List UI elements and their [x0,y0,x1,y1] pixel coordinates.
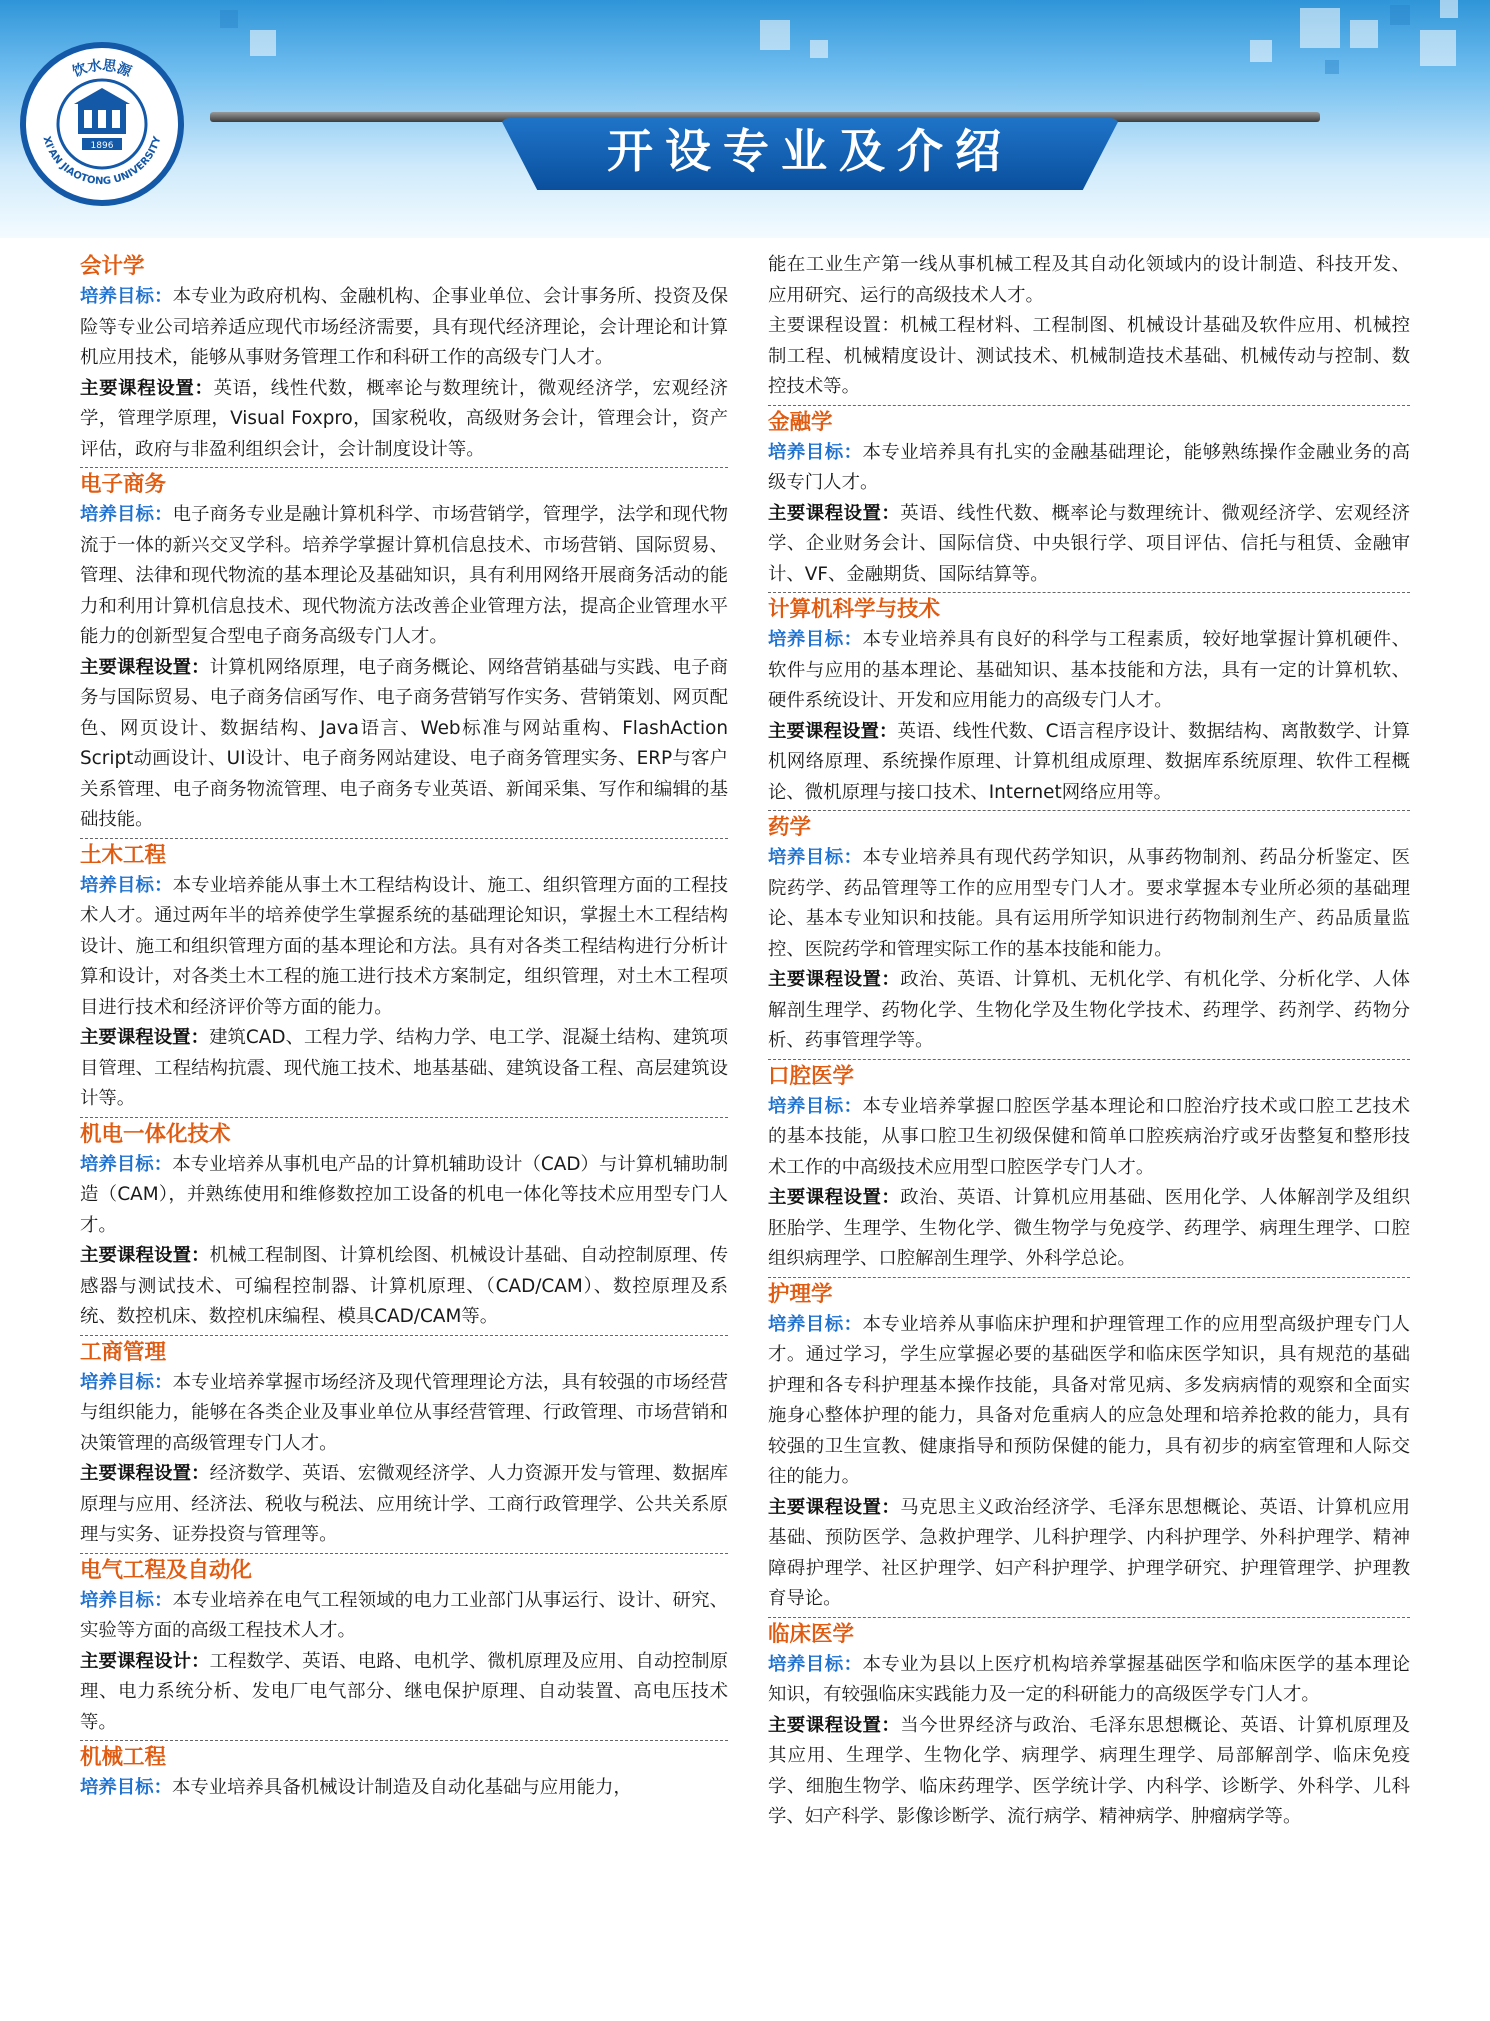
main-courses-label: 主要课程设置： [768,969,901,990]
training-goal-label: 培养目标： [768,629,863,650]
major-title: 土木工程 [80,842,167,868]
training-goal [768,1310,1410,1493]
training-goal-text: 本专业培养具有良好的科学与工程素质，较好地掌握计算机硬件、软件与应用的基本理论、基础知识、基本技能和方法，具有一定的计算机软、硬件系统设计、开发和应用能力的高级专门人才。 [768,629,1410,711]
main-courses [768,1183,1410,1275]
main-courses-text: 英语、线性代数、概率论与数理统计、微观经济学、宏观经济学、企业财务会计、国际信贷、中央银行学、项目评估、信托与租赁、金融审计、VF、金融期货、国际结算等。 [768,502,1410,585]
training-goal [80,500,728,653]
training-goal-text: 本专业培养具有现代药学知识，从事药物制剂、药品分析鉴定、医院药学、药品管理等工作的应用型专门人才。要求掌握本专业所必须的基础理论、基本专业知识和技能。具有运用所学知识进行药物制剂生产、药品质量监控、医院药学和管理实际工作的基本技能和能力。 [768,847,1410,960]
training-goal-text: 本专业培养具备机械设计制造及自动化基础与应用能力， [171,1777,632,1798]
main-courses [768,1711,1410,1833]
logo-text-bottom: XI'AN JIAOTONG UNIVERSITY [40,135,164,188]
main-courses [80,1647,728,1739]
training-goal-text: 本专业培养从事机电产品的计算机辅助设计（CAD）与计算机辅助制造（CAM），并熟练使用和维修数控加工设备的机电一体化等技术应用型专门人才。 [80,1153,728,1236]
main-courses [768,717,1410,809]
training-goal [80,282,728,374]
main-courses [80,1459,728,1551]
logo-text-top: 饮水思源 [70,57,134,81]
training-goal [80,871,728,1024]
main-courses [768,1493,1410,1615]
training-goal [80,1150,728,1242]
training-goal [768,438,1410,499]
training-goal-label: 培养目标： [80,874,173,896]
main-courses [80,653,728,836]
main-courses [768,499,1410,591]
training-goal [768,1092,1410,1184]
training-goal-text: 本专业培养能从事土木工程结构设计、施工、组织管理方面的工程技术人才。通过两年半的培养使学生掌握系统的基础理论知识，掌握土木工程结构设计、施工和组织管理方面的基本理论和方法。具有对各类工程结构进行分析计算和设计，对各类土木工程的施工进行技术方案制定，组织管理，对土木工程项目进行技术和经济评价等方面的能力。 [80,874,728,1018]
main-courses-text: 马克思主义政治经济学、毛泽东思想概论、英语、计算机应用基础、预防医学、急救护理学、儿科护理学、内科护理学、外科护理学、精神障碍护理学、社区护理学、妇产科护理学、护理学研究、护理管理学、护理教育导论。 [768,1496,1410,1609]
major-section [768,250,1410,406]
main-courses-text: 当今世界经济与政治、毛泽东思想概论、英语、计算机原理及其应用、生理学、生物化学、病理学、病理生理学、局部解剖学、临床免疫学、细胞生物学、临床药理学、医学统计学、内科学、诊断学、外科学、儿科学、妇产科学、影像诊断学、流行病学、精神病学、肿瘤病学等。 [768,1714,1410,1827]
major-title: 电子商务 [80,472,167,497]
main-courses [80,1023,728,1115]
logo-year: 1896 [90,141,114,151]
major-section [80,1120,728,1336]
major-section [80,1743,728,1806]
main-courses-label: 主要课程设置： [768,720,898,742]
major-title: 机电一体化技术 [80,1121,231,1147]
left-column [80,252,728,1808]
major-title: 电气工程及自动化 [80,1557,253,1583]
major-title: 临床医学 [768,1621,855,1647]
training-goal-text: 本专业为县以上医疗机构培养掌握基础医学和临床医学的基本理论知识，有较强临床实践能力及一定的科研能力的高级医学专门人才。 [768,1653,1410,1705]
major-section [80,841,728,1118]
main-courses-text: 英语，线性代数，概率论与数理统计，微观经济学，宏观经济学，管理学原理，Visual Foxpro，国家税收，高级财务会计，管理会计，资产评估，政府与非盈利组织会计，会计制度设计等。 [80,377,728,460]
training-goal [768,1650,1410,1711]
main-courses-label: 主要课程设置： [80,1245,210,1266]
main-courses-label: 主要课程设置： [768,502,901,524]
logo-emblem-icon [26,48,178,200]
main-courses-label: 主要课程设置： [768,1496,901,1518]
main-courses [768,965,1410,1057]
training-goal-label: 培养目标： [80,504,173,525]
training-goal [80,1586,728,1647]
training-goal [768,843,1410,965]
main-courses-label: 主要课程设置： [80,1027,210,1048]
major-section [768,408,1410,594]
major-title: 机械工程 [80,1745,167,1770]
main-courses-text: 建筑CAD、工程力学、结构力学、电工学、混凝土结构、建筑项目管理、工程结构抗震、现代施工技术、地基基础、建筑设备工程、高层建筑设计等。 [80,1027,728,1109]
main-courses-text: 机械工程制图、计算机绘图、机械设计基础、自动控制原理、传感器与测试技术、可编程控制器、计算机原理、（CAD/CAM）、数控原理及系统、数控机床、数控机床编程、模具CAD/CAM等。 [80,1245,728,1327]
main-courses-text: 计算机网络原理，电子商务概论、网络营销基础与实践、电子商务与国际贸易、电子商务信函写作、电子商务营销写作实务、营销策划、网页配色、网页设计、数据结构、Java语言、Web标准与网站重构、FlashAction Script动画设计、UI设计、电子商务网站建设、电子商务管理实务、ERP与客户关系管理、电子商务物流管理、电子商务专业英语、新闻采集、写作和编辑的基础技能。 [80,656,728,830]
main-courses-text: 英语、线性代数、C语言程序设计、数据结构、离散数学、计算机网络原理、系统操作原理、计算机组成原理、数据库系统原理、软件工程概论、微机原理与接口技术、Internet网络应用等。 [768,720,1410,803]
main-courses-text: 政治、英语、计算机应用基础、医用化学、人体解剖学及组织胚胎学、生理学、生物化学、微生物学与免疫学、药理学、病理生理学、口腔组织病理学、口腔解剖生理学、外科学总论。 [768,1187,1410,1269]
major-section [768,1280,1410,1618]
major-section [768,595,1410,811]
training-goal-text: 本专业培养从事临床护理和护理管理工作的应用型高级护理专门人才。通过学习，学生应掌握必要的基础医学和临床医学知识，具有规范的基础护理和各专科护理基本操作技能，具备对常见病、多发病病情的观察和全面实施身心整体护理的能力，具备对危重病人的应急处理和培养抢救的能力，具有较强的卫生宣教、健康指导和预防保健的能力，具有初步的病室管理和人际交往的能力。 [768,1313,1410,1487]
major-section [768,813,1410,1060]
main-courses-label: 主要课程设置： [768,1187,901,1208]
training-goal-text: 电子商务专业是融计算机科学、市场营销学，管理学，法学和现代物流于一体的新兴交叉学科。培养学掌握计算机信息技术、市场营销、国际贸易、管理、法律和现代物流的基本理论及基础知识，具有利用网络开展商务活动的能力和利用计算机信息技术、现代物流方法改善企业管理方法，提高企业管理水平能力的创新型复合型电子商务高级专门人才。 [80,504,728,647]
major-section [768,1620,1410,1835]
major-section [80,1338,728,1554]
training-goal-label: 培养目标： [768,441,863,463]
training-goal-text: 本专业培养在电气工程领域的电力工业部门从事运行、设计、研究、实验等方面的高级工程技术人才。 [80,1589,728,1641]
training-goal-text: 本专业培养掌握市场经济及现代管理理论方法，具有较强的市场经营与组织能力，能够在各类企业及事业单位从事经营管理、行政管理、市场营销和决策管理的高级管理专门人才。 [80,1371,728,1454]
training-goal-label: 培养目标： [80,1777,172,1798]
main-courses-text: 经济数学、英语、宏微观经济学、人力资源开发与管理、数据库原理与应用、经济法、税收与税法、应用统计学、工商行政管理学、公共关系原理与实务、证券投资与管理等。 [80,1463,728,1545]
training-goal-label: 培养目标： [768,1653,863,1675]
training-goal-text: 本专业为政府机构、金融机构、企事业单位、会计事务所、投资及保险等专业公司培养适应现代市场经济需要，具有现代经济理论，会计理论和计算机应用技术，能够从事财务管理工作和科研工作的高级专门人才。 [80,286,728,368]
major-section [80,252,728,468]
major-title: 金融学 [768,409,833,435]
main-courses-label: 主要课程设置： [80,656,210,678]
training-goal-label: 培养目标： [768,847,863,868]
major-section [768,1062,1410,1278]
training-goal-label: 培养目标： [80,1153,173,1175]
main-courses-plain: 主要课程设置：机械工程材料、工程制图、机械设计基础及软件应用、机械控制工程、机械精度设计、测试技术、机械制造技术基础、机械传动与控制、数控技术等。 [768,315,1410,397]
training-goal-label: 培养目标： [768,1313,863,1335]
major-title: 药学 [768,815,812,840]
training-goal-text: 本专业培养具有扎实的金融基础理论，能够熟练操作金融业务的高级专门人才。 [768,441,1410,493]
major-title: 口腔医学 [768,1063,855,1089]
main-courses-label: 主要课程设置： [80,1463,210,1484]
page-title: 开设专业及介绍 [607,124,1013,178]
major-section [80,1556,728,1742]
continued-text: 能在工业生产第一线从事机械工程及其自动化领域内的设计制造、科技开发、应用研究、运行的高级技术人才。 [768,254,1410,306]
training-goal-label: 培养目标： [80,1589,173,1611]
training-goal-label: 培养目标： [768,1095,863,1117]
training-goal [80,1773,728,1804]
svg-text:饮水思源 [70,57,134,81]
university-logo [20,42,184,206]
major-title: 会计学 [80,254,145,279]
header-banner-area [0,0,1490,238]
main-courses-text: 工程数学、英语、电路、电机学、微机原理及应用、自动控制原理、电力系统分析、发电厂电气部分、继电保护原理、自动装置、高电压技术等。 [80,1650,728,1733]
training-goal-label: 培养目标： [80,1371,173,1393]
major-title: 工商管理 [80,1339,167,1365]
major-section [80,470,728,839]
training-goal-label: 培养目标： [80,286,173,307]
main-courses [80,1241,728,1333]
main-courses-label: 主要课程设置： [768,1714,901,1736]
training-goal [768,625,1410,717]
main-courses-text: 政治、英语、计算机、无机化学、有机化学、分析化学、人体解剖生理学、药物化学、生物化学及生物化学技术、药理学、药剂学、药物分析、药事管理学等。 [768,969,1410,1051]
major-title: 护理学 [768,1281,833,1307]
main-courses-label: 主要课程设计： [80,1650,210,1672]
training-goal-text: 本专业培养掌握口腔医学基本理论和口腔治疗技术或口腔工艺技术的基本技能，从事口腔卫生初级保健和简单口腔疾病治疗或牙齿整复和整形技术工作的中高级技术应用型口腔医学专门人才。 [768,1095,1410,1178]
right-column [768,250,1410,1837]
main-courses-label: 主要课程设置： [80,377,214,399]
training-goal [80,1368,728,1460]
main-courses [80,374,728,466]
major-title: 计算机科学与技术 [768,597,941,622]
